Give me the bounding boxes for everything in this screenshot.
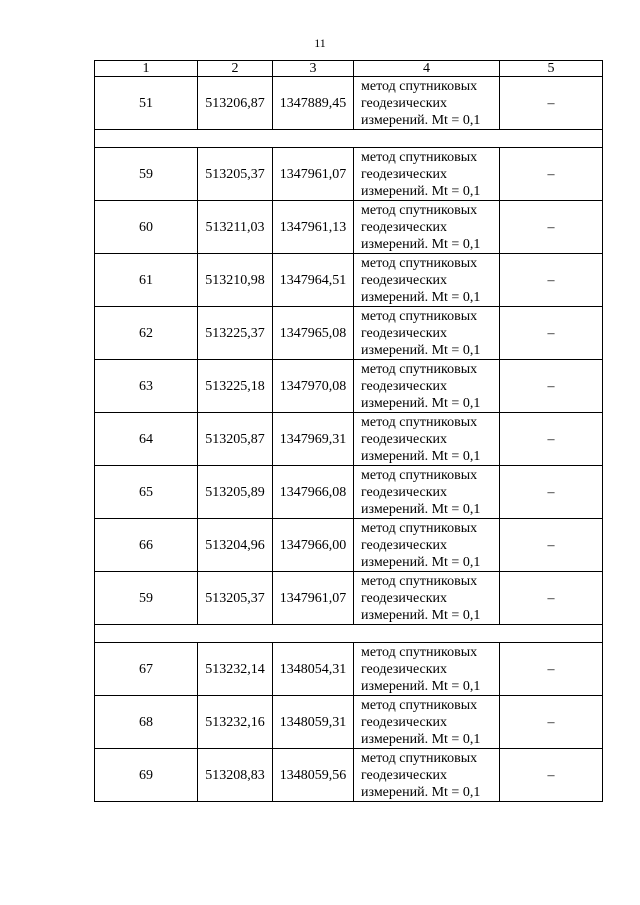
x-coordinate-cell: 513210,98 xyxy=(198,254,273,307)
method-line: метод спутниковых xyxy=(361,149,478,165)
x-coordinate-cell: 513225,37 xyxy=(198,307,273,360)
point-number-cell: 65 xyxy=(95,466,198,519)
method-line: геодезических xyxy=(361,537,448,553)
y-coordinate-cell: 1348054,31 xyxy=(273,643,354,696)
method-line: метод спутниковых xyxy=(361,202,478,218)
method-cell xyxy=(354,572,500,625)
method-line: геодезических xyxy=(361,95,448,111)
method-line: метод спутниковых xyxy=(361,520,478,536)
point-number-cell: 60 xyxy=(95,201,198,254)
note-cell: – xyxy=(500,519,603,572)
method-line: геодезических xyxy=(361,378,448,394)
table-row xyxy=(95,519,603,572)
point-number-cell: 61 xyxy=(95,254,198,307)
point-number-cell: 63 xyxy=(95,360,198,413)
method-line: метод спутниковых xyxy=(361,361,478,377)
note-cell: – xyxy=(500,643,603,696)
column-header: 4 xyxy=(354,61,500,77)
table-row xyxy=(95,413,603,466)
x-coordinate-cell: 513205,37 xyxy=(198,148,273,201)
method-line: геодезических xyxy=(361,431,448,447)
method-line: метод спутниковых xyxy=(361,644,478,660)
y-coordinate-cell: 1347966,08 xyxy=(273,466,354,519)
method-line: измерений. Mt = 0,1 xyxy=(361,342,481,358)
method-cell xyxy=(354,413,500,466)
method-line: измерений. Mt = 0,1 xyxy=(361,784,481,800)
method-line: измерений. Mt = 0,1 xyxy=(361,501,481,517)
page-number: 11 xyxy=(314,36,326,50)
y-coordinate-cell: 1347961,07 xyxy=(273,148,354,201)
y-coordinate-cell: 1347889,45 xyxy=(273,77,354,130)
table-row xyxy=(95,77,603,130)
y-coordinate-cell: 1347970,08 xyxy=(273,360,354,413)
method-cell xyxy=(354,148,500,201)
x-coordinate-cell: 513205,89 xyxy=(198,466,273,519)
method-line: измерений. Mt = 0,1 xyxy=(361,112,481,128)
table-row xyxy=(95,572,603,625)
method-line: метод спутниковых xyxy=(361,750,478,766)
method-line: геодезических xyxy=(361,767,448,783)
method-line: геодезических xyxy=(361,661,448,677)
point-number-cell: 68 xyxy=(95,696,198,749)
x-coordinate-cell: 513232,16 xyxy=(198,696,273,749)
method-line: измерений. Mt = 0,1 xyxy=(361,448,481,464)
point-number-cell: 59 xyxy=(95,572,198,625)
y-coordinate-cell: 1348059,31 xyxy=(273,696,354,749)
note-cell: – xyxy=(500,696,603,749)
point-number-cell: 59 xyxy=(95,148,198,201)
column-header: 5 xyxy=(500,61,603,77)
table-row xyxy=(95,307,603,360)
method-line: измерений. Mt = 0,1 xyxy=(361,731,481,747)
point-number-cell: 62 xyxy=(95,307,198,360)
method-cell xyxy=(354,254,500,307)
separator-row xyxy=(95,625,603,643)
method-line: геодезических xyxy=(361,484,448,500)
method-cell xyxy=(354,696,500,749)
table-row xyxy=(95,466,603,519)
method-cell xyxy=(354,360,500,413)
column-header: 3 xyxy=(273,61,354,77)
note-cell: – xyxy=(500,360,603,413)
y-coordinate-cell: 1347965,08 xyxy=(273,307,354,360)
note-cell: – xyxy=(500,466,603,519)
note-cell: – xyxy=(500,572,603,625)
x-coordinate-cell: 513232,14 xyxy=(198,643,273,696)
note-cell: – xyxy=(500,749,603,802)
method-line: метод спутниковых xyxy=(361,414,478,430)
method-cell xyxy=(354,201,500,254)
table-row xyxy=(95,643,603,696)
table-header-row xyxy=(95,61,603,77)
column-header: 1 xyxy=(95,61,198,77)
note-cell: – xyxy=(500,201,603,254)
note-cell: – xyxy=(500,307,603,360)
point-number-cell: 64 xyxy=(95,413,198,466)
method-cell xyxy=(354,77,500,130)
table-row xyxy=(95,254,603,307)
method-line: измерений. Mt = 0,1 xyxy=(361,554,481,570)
method-cell xyxy=(354,519,500,572)
x-coordinate-cell: 513204,96 xyxy=(198,519,273,572)
method-line: геодезических xyxy=(361,219,448,235)
method-cell xyxy=(354,749,500,802)
method-line: измерений. Mt = 0,1 xyxy=(361,289,481,305)
table-body xyxy=(95,61,603,802)
separator-row xyxy=(95,130,603,148)
x-coordinate-cell: 513205,37 xyxy=(198,572,273,625)
y-coordinate-cell: 1347966,00 xyxy=(273,519,354,572)
table-row xyxy=(95,201,603,254)
point-number-cell: 51 xyxy=(95,77,198,130)
method-line: геодезических xyxy=(361,325,448,341)
table-row xyxy=(95,749,603,802)
method-line: метод спутниковых xyxy=(361,308,478,324)
method-line: измерений. Mt = 0,1 xyxy=(361,678,481,694)
method-line: геодезических xyxy=(361,714,448,730)
point-number-cell: 67 xyxy=(95,643,198,696)
method-cell xyxy=(354,307,500,360)
column-header: 2 xyxy=(198,61,273,77)
x-coordinate-cell: 513205,87 xyxy=(198,413,273,466)
note-cell: – xyxy=(500,148,603,201)
y-coordinate-cell: 1347964,51 xyxy=(273,254,354,307)
y-coordinate-cell: 1347961,13 xyxy=(273,201,354,254)
y-coordinate-cell: 1348059,56 xyxy=(273,749,354,802)
method-cell xyxy=(354,466,500,519)
method-line: измерений. Mt = 0,1 xyxy=(361,183,481,199)
note-cell: – xyxy=(500,254,603,307)
table-row xyxy=(95,148,603,201)
method-line: метод спутниковых xyxy=(361,467,478,483)
method-line: измерений. Mt = 0,1 xyxy=(361,395,481,411)
method-line: метод спутниковых xyxy=(361,573,478,589)
coordinates-table xyxy=(94,60,603,802)
method-line: геодезических xyxy=(361,590,448,606)
x-coordinate-cell: 513208,83 xyxy=(198,749,273,802)
table-row xyxy=(95,696,603,749)
x-coordinate-cell: 513206,87 xyxy=(198,77,273,130)
method-line: геодезических xyxy=(361,272,448,288)
method-cell xyxy=(354,643,500,696)
y-coordinate-cell: 1347969,31 xyxy=(273,413,354,466)
method-line: метод спутниковых xyxy=(361,255,478,271)
note-cell: – xyxy=(500,413,603,466)
y-coordinate-cell: 1347961,07 xyxy=(273,572,354,625)
x-coordinate-cell: 513225,18 xyxy=(198,360,273,413)
method-line: метод спутниковых xyxy=(361,78,478,94)
point-number-cell: 69 xyxy=(95,749,198,802)
separator-cell xyxy=(95,625,603,643)
point-number-cell: 66 xyxy=(95,519,198,572)
method-line: геодезических xyxy=(361,166,448,182)
x-coordinate-cell: 513211,03 xyxy=(198,201,273,254)
method-line: измерений. Mt = 0,1 xyxy=(361,236,481,252)
method-line: метод спутниковых xyxy=(361,697,478,713)
note-cell: – xyxy=(500,77,603,130)
separator-cell xyxy=(95,130,603,148)
table-row xyxy=(95,360,603,413)
method-line: измерений. Mt = 0,1 xyxy=(361,607,481,623)
